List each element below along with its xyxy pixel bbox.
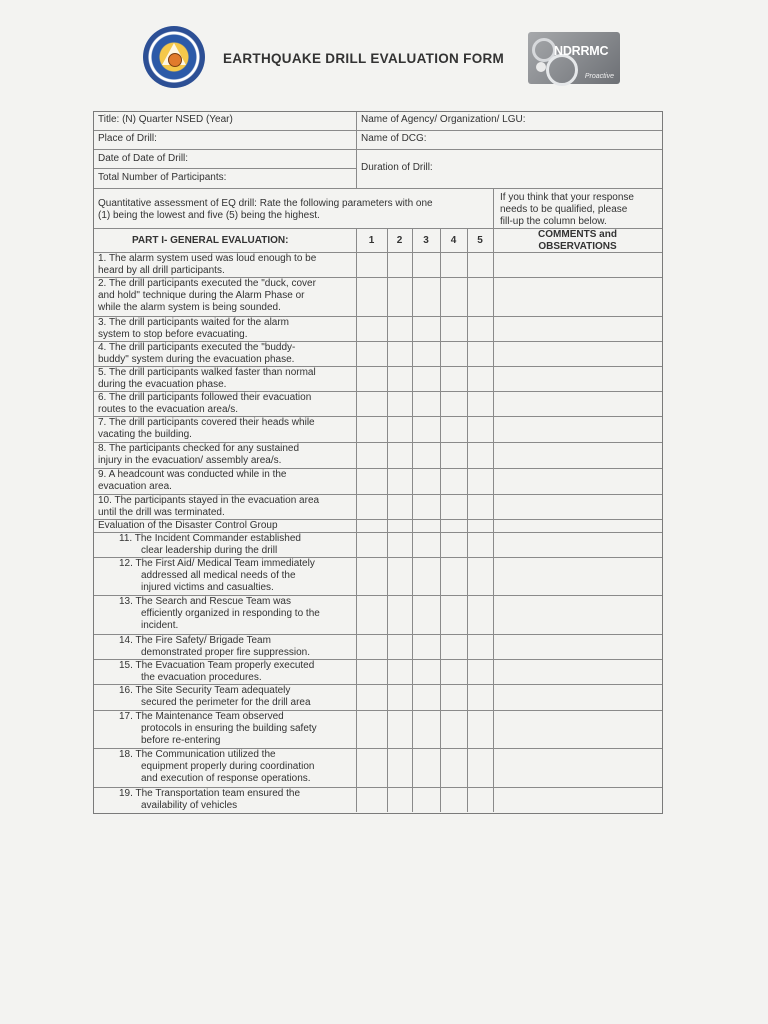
rating-cell-2[interactable] <box>388 558 411 594</box>
participants-field-label: Total Number of Participants: <box>98 172 227 183</box>
rating-cell-5[interactable] <box>468 495 492 518</box>
rating-cell-3[interactable] <box>413 749 439 786</box>
evaluation-item-text: 7. The drill participants covered their heads while <box>98 417 315 428</box>
comments-header: OBSERVATIONS <box>538 241 617 252</box>
evaluation-item-text: 4. The drill participants executed the "buddy- <box>98 342 296 353</box>
evaluation-item-text: routes to the evacuation area/s. <box>98 404 239 415</box>
rating-cell-5[interactable] <box>468 596 492 633</box>
evaluation-item-text: heard by all drill participants. <box>98 265 225 276</box>
rating-cell-3[interactable] <box>413 417 439 441</box>
rating-cell-5[interactable] <box>468 443 492 467</box>
rating-cell-3[interactable] <box>413 278 439 315</box>
rating-cell-3[interactable] <box>413 342 439 365</box>
rating-cell-3[interactable] <box>413 533 439 556</box>
evaluation-item-text: 6. The drill participants followed their evacuation <box>98 392 312 403</box>
comments-cell[interactable] <box>495 749 660 786</box>
divider <box>356 112 357 188</box>
instructions-right-line: If you think that your response <box>500 192 634 203</box>
rating-cell-5[interactable] <box>468 749 492 786</box>
rating-cell-2[interactable] <box>388 788 411 811</box>
rating-cell-2[interactable] <box>388 495 411 518</box>
evaluation-item-text: injury in the evacuation/ assembly area/s. <box>98 455 282 466</box>
evaluation-item-text: and hold" technique during the Alarm Phase or <box>98 290 305 301</box>
rating-cell-1[interactable] <box>357 533 386 556</box>
agency-field-label: Name of Agency/ Organization/ LGU: <box>361 114 526 125</box>
rating-cell-4[interactable] <box>441 596 466 633</box>
comments-header: COMMENTS and <box>538 229 617 240</box>
rating-cell-4[interactable] <box>441 495 466 518</box>
comments-cell[interactable] <box>495 520 660 531</box>
rating-cell-3[interactable] <box>413 469 439 493</box>
rating-cell-1[interactable] <box>357 788 386 811</box>
comments-cell[interactable] <box>495 558 660 594</box>
evaluation-item-text: addressed all medical needs of the <box>141 570 296 581</box>
rating-column-header: 2 <box>396 235 403 246</box>
rating-cell-2[interactable] <box>388 342 411 365</box>
rating-cell-5[interactable] <box>468 342 492 365</box>
divider <box>94 149 662 150</box>
evaluation-item-text: 9. A headcount was conducted while in the <box>98 469 287 480</box>
comments-cell[interactable] <box>495 253 660 276</box>
instructions-right-line: needs to be qualified, please <box>500 204 628 215</box>
rating-cell-1[interactable] <box>357 417 386 441</box>
logo-sub-text: Proactive <box>584 73 614 80</box>
comments-cell[interactable] <box>495 495 660 518</box>
evaluation-item-text: vacating the building. <box>98 429 192 440</box>
evaluation-item-text: 13. The Search and Rescue Team was <box>119 596 291 607</box>
instructions-left-line: Quantitative assessment of EQ drill: Rate the following parameters with one <box>98 198 433 209</box>
rating-cell-2[interactable] <box>388 660 411 683</box>
rating-cell-4[interactable] <box>441 443 466 467</box>
comments-cell[interactable] <box>495 443 660 467</box>
comments-cell[interactable] <box>495 278 660 315</box>
rating-cell-3[interactable] <box>413 253 439 276</box>
duration-field-label: Duration of Drill: <box>361 162 433 173</box>
rating-cell-5[interactable] <box>468 660 492 683</box>
rating-cell-1[interactable] <box>357 367 386 390</box>
ndrrmc-logo <box>528 32 620 84</box>
evaluation-item-text: 8. The participants checked for any sustained <box>98 443 300 454</box>
rating-cell-1[interactable] <box>357 635 386 658</box>
rating-cell-1[interactable] <box>357 685 386 709</box>
rating-cell-4[interactable] <box>441 660 466 683</box>
evaluation-item-text: while the alarm system is being sounded. <box>98 302 281 313</box>
comments-cell[interactable] <box>495 317 660 340</box>
evaluation-item-text: clear leadership during the drill <box>141 545 278 556</box>
logo-ring-icon <box>546 54 578 86</box>
rating-cell-2[interactable] <box>388 749 411 786</box>
rating-column-header: 5 <box>477 235 483 246</box>
rating-cell-4[interactable] <box>441 520 466 531</box>
evaluation-item-text: during the evacuation phase. <box>98 379 227 390</box>
part-one-heading: PART I- GENERAL EVALUATION: <box>132 235 289 246</box>
evaluation-item-text: 15. The Evacuation Team properly executed <box>119 660 315 671</box>
rating-cell-3[interactable] <box>413 558 439 594</box>
rating-cell-4[interactable] <box>441 558 466 594</box>
comments-cell[interactable] <box>495 342 660 365</box>
comments-cell[interactable] <box>495 392 660 415</box>
rating-cell-5[interactable] <box>468 317 492 340</box>
evaluation-item-text: 17. The Maintenance Team observed <box>119 711 284 722</box>
rating-cell-2[interactable] <box>388 533 411 556</box>
evaluation-item-text: 5. The drill participants walked faster than normal <box>98 367 316 378</box>
rating-column-header: 3 <box>423 235 429 246</box>
evaluation-item-text: 18. The Communication utilized the <box>119 749 276 760</box>
rating-cell-2[interactable] <box>388 317 411 340</box>
date-field-label: Date of Date of Drill: <box>98 153 189 164</box>
rating-cell-5[interactable] <box>468 685 492 709</box>
rating-cell-4[interactable] <box>441 253 466 276</box>
rating-cell-5[interactable] <box>468 417 492 441</box>
rating-cell-2[interactable] <box>388 520 411 531</box>
rating-cell-4[interactable] <box>441 685 466 709</box>
logo-dot-icon <box>536 62 546 72</box>
rating-cell-1[interactable] <box>357 495 386 518</box>
rating-cell-1[interactable] <box>357 317 386 340</box>
form-title: EARTHQUAKE DRILL EVALUATION FORM <box>223 51 505 66</box>
rating-cell-4[interactable] <box>441 342 466 365</box>
seal-center-icon <box>168 53 182 67</box>
rating-cell-4[interactable] <box>441 392 466 415</box>
rating-cell-5[interactable] <box>468 278 492 315</box>
evaluation-item-text: Evaluation of the Disaster Control Group <box>98 520 278 531</box>
evaluation-form-table <box>93 111 663 814</box>
rating-cell-3[interactable] <box>413 367 439 390</box>
evaluation-item-text: secured the perimeter for the drill area <box>141 697 311 708</box>
rating-cell-5[interactable] <box>468 711 492 747</box>
rating-cell-1[interactable] <box>357 749 386 786</box>
rating-cell-1[interactable] <box>357 558 386 594</box>
comments-cell[interactable] <box>495 596 660 633</box>
rating-cell-5[interactable] <box>468 635 492 658</box>
comments-cell[interactable] <box>495 635 660 658</box>
rating-cell-4[interactable] <box>441 749 466 786</box>
form-header <box>0 20 768 90</box>
evaluation-item-text: protocols in ensuring the building safety <box>141 723 317 734</box>
title-field-label: Title: (N) Quarter NSED (Year) <box>98 114 233 125</box>
rating-cell-1[interactable] <box>357 443 386 467</box>
logo-brand-text: NDRRMC <box>554 44 609 58</box>
rating-cell-2[interactable] <box>388 469 411 493</box>
comments-cell[interactable] <box>495 711 660 747</box>
rating-cell-1[interactable] <box>357 520 386 531</box>
rating-cell-3[interactable] <box>413 596 439 633</box>
rating-cell-3[interactable] <box>413 685 439 709</box>
evaluation-item-text: 19. The Transportation team ensured the <box>119 788 301 799</box>
dcg-field-label: Name of DCG: <box>361 133 427 144</box>
rating-cell-2[interactable] <box>388 635 411 658</box>
rating-cell-4[interactable] <box>441 317 466 340</box>
evaluation-item-text: 2. The drill participants executed the "duck, cover <box>98 278 316 289</box>
rating-cell-1[interactable] <box>357 392 386 415</box>
rating-cell-1[interactable] <box>357 469 386 493</box>
rating-cell-4[interactable] <box>441 367 466 390</box>
rating-cell-5[interactable] <box>468 520 492 531</box>
evaluation-item-text: 12. The First Aid/ Medical Team immediately <box>119 558 315 569</box>
rating-cell-3[interactable] <box>413 788 439 811</box>
divider <box>493 188 494 228</box>
instructions-left-line: (1) being the lowest and five (5) being the highest. <box>98 210 320 221</box>
rating-cell-5[interactable] <box>468 558 492 594</box>
rating-cell-1[interactable] <box>357 278 386 315</box>
divider <box>94 130 662 131</box>
rating-cell-1[interactable] <box>357 342 386 365</box>
instructions-right-line: fill-up the column below. <box>500 216 607 227</box>
evaluation-item-text: 16. The Site Security Team adequately <box>119 685 291 696</box>
rating-cell-2[interactable] <box>388 417 411 441</box>
rating-cell-3[interactable] <box>413 495 439 518</box>
rating-cell-5[interactable] <box>468 788 492 811</box>
rating-cell-3[interactable] <box>413 635 439 658</box>
divider <box>94 188 662 189</box>
evaluation-item-text: injured victims and casualties. <box>141 582 274 593</box>
rating-cell-5[interactable] <box>468 533 492 556</box>
rating-cell-4[interactable] <box>441 278 466 315</box>
rating-cell-3[interactable] <box>413 660 439 683</box>
rating-cell-5[interactable] <box>468 253 492 276</box>
evaluation-item-text: 1. The alarm system used was loud enough to be <box>98 253 317 264</box>
rating-cell-4[interactable] <box>441 711 466 747</box>
rating-cell-2[interactable] <box>388 367 411 390</box>
place-field-label: Place of Drill: <box>98 133 157 144</box>
rating-cell-3[interactable] <box>413 317 439 340</box>
rating-cell-1[interactable] <box>357 660 386 683</box>
rating-cell-1[interactable] <box>357 711 386 747</box>
evaluation-item-text: incident. <box>141 620 179 631</box>
evaluation-item-text: evacuation area. <box>98 481 172 492</box>
rating-cell-4[interactable] <box>441 533 466 556</box>
rating-cell-5[interactable] <box>468 367 492 390</box>
rating-cell-3[interactable] <box>413 711 439 747</box>
evaluation-item-text: 11. The Incident Commander established <box>119 533 301 544</box>
evaluation-item-text: equipment properly during coordination <box>141 761 315 772</box>
rating-cell-3[interactable] <box>413 520 439 531</box>
rating-column-header: 1 <box>368 235 375 246</box>
rating-cell-5[interactable] <box>468 392 492 415</box>
evaluation-item-text: 10. The participants stayed in the evacuation area <box>98 495 320 506</box>
rating-cell-2[interactable] <box>388 253 411 276</box>
rating-cell-5[interactable] <box>468 469 492 493</box>
rating-cell-4[interactable] <box>441 469 466 493</box>
rating-cell-1[interactable] <box>357 596 386 633</box>
rating-cell-4[interactable] <box>441 417 466 441</box>
divider <box>94 168 356 169</box>
rating-cell-3[interactable] <box>413 443 439 467</box>
rating-cell-2[interactable] <box>388 278 411 315</box>
evaluation-item-text: until the drill was terminated. <box>98 507 225 518</box>
evaluation-item-text: efficiently organized in responding to the <box>141 608 320 619</box>
evaluation-item-text: buddy" system during the evacuation phase. <box>98 354 295 365</box>
comments-cell[interactable] <box>495 469 660 493</box>
rating-cell-2[interactable] <box>388 392 411 415</box>
comments-cell[interactable] <box>495 417 660 441</box>
rating-cell-2[interactable] <box>388 596 411 633</box>
evaluation-item-text: before re-entering <box>141 735 221 746</box>
evaluation-item-text: availability of vehicles <box>141 800 238 811</box>
comments-cell[interactable] <box>495 533 660 556</box>
rating-cell-2[interactable] <box>388 443 411 467</box>
rating-cell-4[interactable] <box>441 788 466 811</box>
evaluation-item-text: 14. The Fire Safety/ Brigade Team <box>119 635 271 646</box>
evaluation-item-text: and execution of response operations. <box>141 773 311 784</box>
rating-column-header: 4 <box>450 235 457 246</box>
comments-cell[interactable] <box>495 660 660 683</box>
evaluation-item-text: system to stop before evacuating. <box>98 329 248 340</box>
comments-cell[interactable] <box>495 685 660 709</box>
rating-cell-1[interactable] <box>357 253 386 276</box>
rating-cell-2[interactable] <box>388 711 411 747</box>
rating-cell-3[interactable] <box>413 392 439 415</box>
evaluation-item-text: the evacuation procedures. <box>141 672 262 683</box>
evaluation-item-text: 3. The drill participants waited for the alarm <box>98 317 290 328</box>
rating-cell-4[interactable] <box>441 635 466 658</box>
evaluation-item-text: demonstrated proper fire suppression. <box>141 647 310 658</box>
rating-cell-2[interactable] <box>388 685 411 709</box>
comments-cell[interactable] <box>495 788 660 811</box>
department-seal-logo <box>143 26 205 88</box>
comments-cell[interactable] <box>495 367 660 390</box>
